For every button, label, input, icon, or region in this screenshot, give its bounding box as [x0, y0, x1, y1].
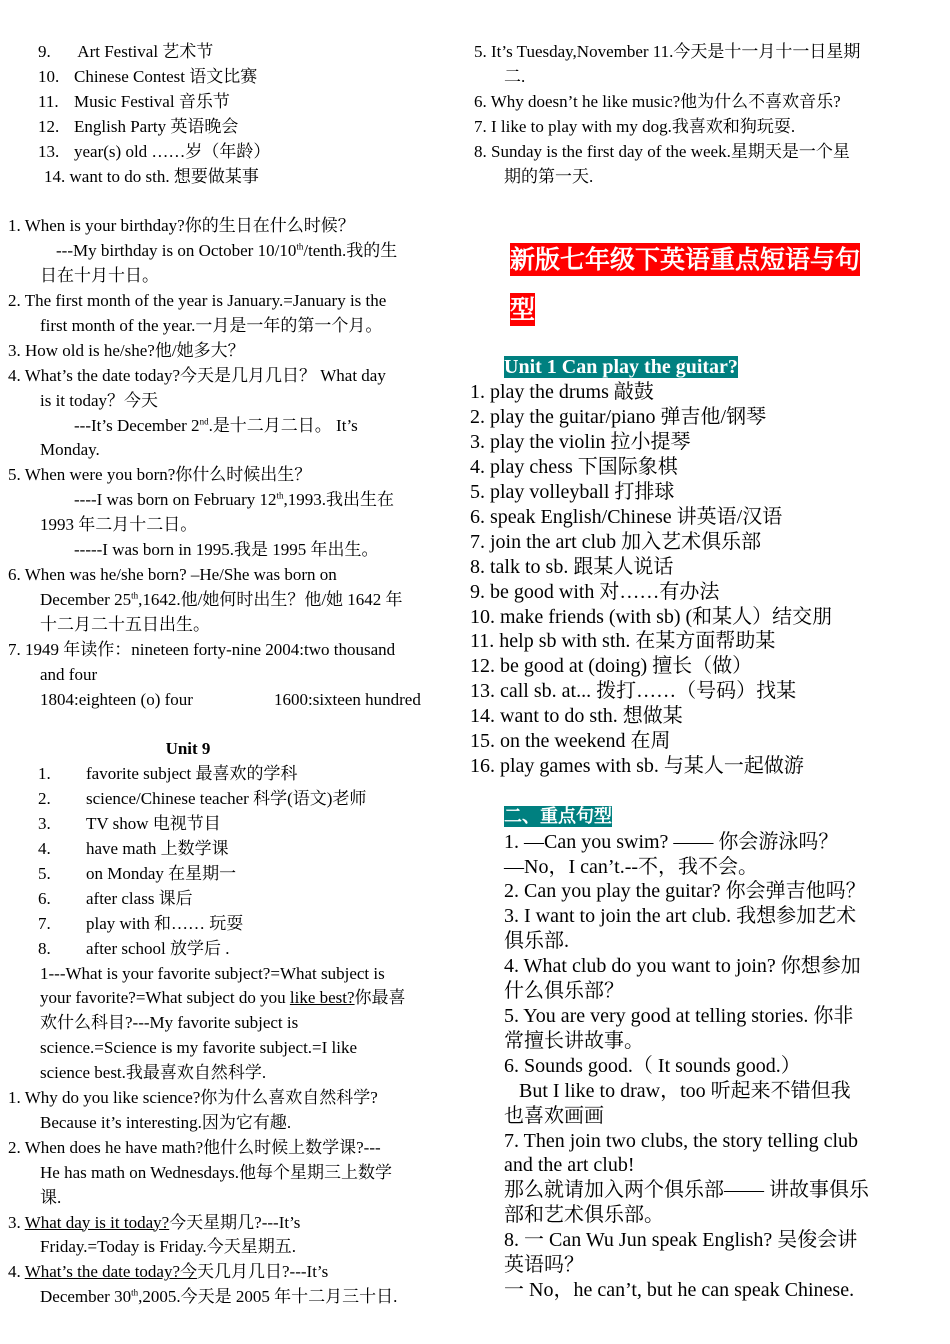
sentence: 6. When was he/she born? –He/She was born on [8, 565, 337, 585]
title-line: 新版七年级下英语重点短语与句 [510, 245, 861, 275]
sentence: 部和艺术俱乐部。 [504, 1204, 664, 1227]
sentence: 8. Sunday is the first day of the week.星期天是一个星 [474, 141, 850, 161]
sentence: 十二月二十五日出生。 [40, 614, 210, 634]
sentence: ---It’s December 2nd.是十二月二日。 It’s [74, 415, 358, 435]
list-item: 2. play the guitar/piano 弹吉他/钢琴 [470, 406, 767, 429]
right-bottom [470, 335, 920, 1302]
sentence: 5. It’s Tuesday,November 11.今天是十一月十一日星期 [474, 42, 861, 61]
list-item: 3. TV show 电视节目 [38, 814, 221, 834]
section-heading: 二、重点句型 [504, 805, 612, 827]
sentence: and four [40, 664, 98, 684]
sentence: 欢什么科目?---My favorite subject is [40, 1013, 299, 1033]
list-item: 14. want to do sth. 想做某 [470, 705, 683, 728]
list-item: 12. English Party 英语晚会 [38, 116, 239, 136]
list-item: 12. be good at (doing) 擅长（做） [470, 655, 753, 678]
sentence: your favorite?=What subject do you like best?你最喜 [40, 988, 406, 1008]
sentence: 常擅长讲故事。 [504, 1029, 644, 1052]
list-item: 10. Chinese Contest 语文比赛 [38, 66, 258, 86]
sentence-list [470, 830, 920, 1303]
sentence: 1. When is your birthday?你的生日在什么时候？ [8, 216, 355, 236]
sentence: But I like to draw，too 听起来不错但我 [504, 1079, 851, 1102]
sentence: 英语吗？ [504, 1254, 584, 1277]
list-item: 7. play with 和…… 玩耍 [38, 913, 244, 933]
sentence: 那么就请加入两个俱乐部—— 讲故事俱乐 [504, 1179, 869, 1202]
sentence: —No，I can’t.--不，我不会。 [504, 855, 759, 878]
sentence: ----I was born on February 12th,1993.我出生在 [74, 490, 395, 510]
list-item: 14. want to do sth. 想要做某事 [44, 166, 259, 186]
sentence: Monday. [40, 440, 100, 460]
sentence: first month of the year.一月是一年的第一个月。 [40, 315, 383, 335]
list-item: 1. favorite subject 最喜欢的学科 [38, 764, 298, 784]
list-item: 4. have math 上数学课 [38, 838, 229, 858]
sentence: 4. What’s the date today?今天几月几日?---It’s [8, 1262, 329, 1282]
sentence: 1993 年二月十二日。 [40, 515, 198, 535]
sentence: 7. 1949 年读作：nineteen forty-nine 2004:two thousand [8, 639, 396, 659]
sentence: 3. I want to join the art club. 我想参加艺术 [504, 905, 857, 928]
sentence: ---My birthday is on October 10/10th/tenth.我的生 [56, 241, 398, 261]
sentence: science.=Science is my favorite subject.=I like [40, 1038, 358, 1058]
sentence: Because it’s interesting.因为它有趣. [40, 1112, 292, 1132]
sentence: science best.我最喜欢自然科学. [40, 1063, 267, 1083]
left-column [8, 40, 458, 1310]
sentence: 6. Sounds good.（ It sounds good.） [504, 1054, 801, 1077]
sentence: 5. When were you born?你什么时候出生？ [8, 465, 312, 485]
sentence: 二. [504, 66, 526, 86]
sentence: 3. How old is he/she?他/她多大？ [8, 340, 245, 360]
sentence: December 30th,2005.今天是 2005 年十二月三十日. [40, 1287, 398, 1307]
sentence: 什么俱乐部？ [504, 980, 624, 1003]
list-item: 8. talk to sb. 跟某人说话 [470, 555, 674, 578]
sentence: 1. Why do you like science?你为什么喜欢自然科学? [8, 1088, 378, 1108]
list-item: 6. after class 课后 [38, 888, 193, 908]
sentence: 2. Can you play the guitar? 你会弹吉他吗？ [504, 880, 866, 903]
sentence: 2. The first month of the year is January.=January is the [8, 291, 387, 311]
sentence: 6. Why doesn’t he like music?他为什么不喜欢音乐? [474, 91, 841, 111]
sentence: -----I was born in 1995.我是 1995 年出生。 [74, 540, 379, 560]
sentence: He has math on Wednesdays.他每个星期三上数学 [40, 1162, 392, 1182]
right-top-sentences [470, 40, 920, 189]
list-item: 6. speak English/Chinese 讲英语/汉语 [470, 505, 783, 528]
sentence: 4. What’s the date today?今天是几月几日？ What day [8, 365, 386, 385]
sentence: 日在十月十日。 [40, 266, 159, 286]
sentence: December 25th,1642.他/她何时出生？他/她 1642 年 [40, 589, 403, 609]
right-column [470, 40, 920, 1303]
list-item: 8. after school 放学后 . [38, 938, 230, 958]
list-item: 13. year(s) old ……岁（年龄） [38, 141, 271, 161]
list-item: 4. play chess 下国际象棋 [470, 456, 678, 479]
sentence: is it today？今天 [40, 390, 159, 410]
list-item: 5. on Monday 在星期一 [38, 863, 237, 883]
sentence: 5. You are very good at telling stories. 你非 [504, 1004, 854, 1027]
list-item: 11. help sb with sth. 在某方面帮助某 [470, 630, 776, 653]
sentence: 课. [40, 1187, 62, 1207]
sentence: 1---What is your favorite subject?=What subject is [40, 963, 385, 983]
sentence: 8. 一 Can Wu Jun speak English? 吴俊会讲 [504, 1229, 858, 1252]
sentence: 7. I like to play with my dog.我喜欢和狗玩耍. [474, 116, 796, 136]
list-item: 9. Art Festival 艺术节 [38, 42, 214, 61]
sentence: 4. What club do you want to join? 你想参加 [504, 955, 861, 978]
sentence: Friday.=Today is Friday.今天星期五. [40, 1237, 296, 1257]
sentence: 7. Then join two clubs, the story telling club [504, 1129, 859, 1152]
document-title [470, 235, 920, 335]
sentence: 俱乐部. [504, 930, 569, 953]
list-item: 2. science/Chinese teacher 科学(语文)老师 [38, 789, 367, 809]
list-item: 11. Music Festival 音乐节 [38, 91, 230, 111]
list-item: 9. be good with 对……有办法 [470, 580, 720, 603]
unit-heading: Unit 1 Can play the guitar? [504, 356, 738, 379]
sentence: 2. When does he have math?他什么时候上数学课?--- [8, 1137, 381, 1157]
list-item: 5. play volleyball 打排球 [470, 480, 675, 503]
sentence: 3. What day is it today?今天星期几?---It’s [8, 1212, 301, 1232]
list-item: 1. play the drums 敲鼓 [470, 381, 654, 404]
sentence: and the art club! [504, 1154, 635, 1177]
list-item: 3. play the violin 拉小提琴 [470, 431, 691, 454]
list-item: 10. make friends (with sb) (和某人）结交朋 [470, 605, 833, 628]
list-item: 7. join the art club 加入艺术俱乐部 [470, 530, 762, 553]
sentence: 1. —Can you swim? —— 你会游泳吗？ [504, 830, 839, 853]
list-item: 13. call sb. at... 拨打……（号码）找某 [470, 680, 797, 703]
unit-heading: Unit 9 [165, 739, 211, 759]
phrase-list [470, 380, 920, 779]
sentence: 一 No，he can’t, but he can speak Chinese. [504, 1278, 855, 1301]
title-line: 型 [510, 295, 536, 325]
sentence: 也喜欢画画 [504, 1104, 604, 1127]
sentence: 期的第一天. [504, 166, 594, 186]
sentence: 1804:eighteen (o) four 1600:sixteen hundred [40, 689, 421, 709]
list-item: 15. on the weekend 在周 [470, 730, 671, 753]
list-item: 16. play games with sb. 与某人一起做游 [470, 754, 804, 777]
